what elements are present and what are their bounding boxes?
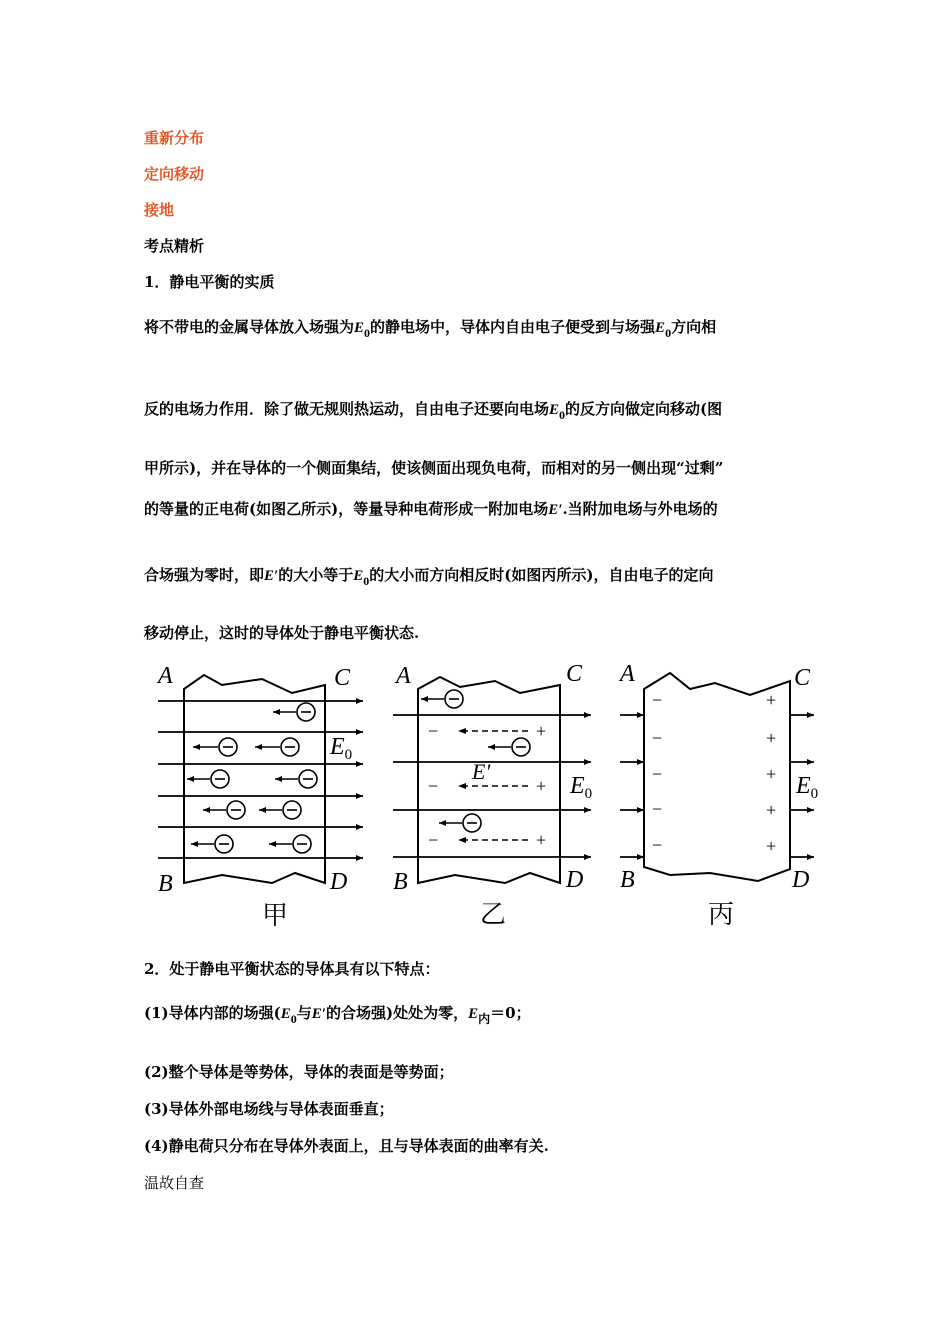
svg-text:−: −	[652, 690, 663, 710]
section1-title: 1．静电平衡的实质	[144, 273, 275, 291]
svg-text:甲: 甲	[262, 901, 289, 930]
section-heading: 考点精析	[144, 237, 205, 255]
svg-text:B: B	[393, 869, 408, 895]
feature-item-2: (2)整个导体是等势体，导体的表面是等势面；	[144, 1063, 454, 1081]
feature-item-4: (4)静电荷只分布在导体外表面上，且与导体表面的曲率有关.	[144, 1137, 549, 1155]
paragraph-line-4: 的等量的正电荷(如图乙所示)，等量导种电荷形成一附加电场E′.当附加电场与外电场的	[144, 500, 718, 518]
paragraph-line-6: 移动停止，这时的导体处于静电平衡状态.	[144, 624, 420, 642]
svg-text:−: −	[652, 835, 663, 855]
svg-text:A: A	[620, 661, 635, 687]
svg-text:E′: E′	[472, 759, 491, 784]
svg-text:+: +	[766, 800, 777, 820]
paragraph-line-3: 甲所示)，并在导体的一个侧面集结，使该侧面出现负电荷，而相对的另一侧出现“过剩”	[144, 459, 724, 477]
svg-text:E0: $E_0$	[330, 734, 353, 763]
svg-text:E0: $E_0$	[796, 773, 819, 802]
svg-text:+: +	[536, 830, 547, 850]
review-heading: 温故自查	[144, 1174, 205, 1192]
paragraph-line-5: 合场强为零时，即E′的大小等于$E_0$的大小而方向相反时(如图丙所示)，自由电子的定向	[144, 566, 714, 588]
electrons-jia	[211, 703, 317, 853]
link-directed-motion[interactable]: 定向移动	[144, 165, 205, 183]
svg-text:+: +	[536, 721, 547, 741]
svg-text:乙: 乙	[480, 900, 507, 929]
svg-text:+: +	[536, 776, 547, 796]
svg-text:B: B	[620, 867, 635, 893]
svg-text:C: C	[794, 665, 811, 691]
feature-item-1: (1)导体内部的场强($E_0$与E′的合场强)处处为零，$E_内=0$；	[144, 1004, 531, 1026]
section2-title: 2．处于静电平衡状态的导体具有以下特点：	[144, 960, 440, 978]
panel-yi	[393, 661, 592, 929]
electrostatic-equilibrium-figure	[150, 655, 830, 935]
panel-jia	[156, 663, 363, 930]
svg-text:E0: $E_0$	[570, 773, 593, 802]
svg-text:+: +	[766, 690, 777, 710]
svg-text:D: D	[566, 867, 584, 893]
svg-text:−: −	[652, 764, 663, 784]
svg-text:+: +	[766, 836, 777, 856]
paragraph-line-2: 反的电场力作用．除了做无规则热运动，自由电子还要向电场$E_0$的反方向做定向移动(图	[144, 400, 723, 422]
svg-text:B: B	[158, 871, 173, 897]
svg-text:D: D	[792, 867, 810, 893]
paragraph-line-1: 将不带电的金属导体放入场强为$E_0$的静电场中，导体内自由电子便受到与场强$E_0$方向相	[144, 318, 717, 340]
svg-text:丙: 丙	[708, 900, 735, 929]
svg-text:C: C	[334, 665, 351, 691]
link-redistribute[interactable]: 重新分布	[144, 129, 205, 147]
feature-item-3: (3)导体外部电场线与导体表面垂直；	[144, 1100, 394, 1118]
svg-text:−: −	[652, 799, 663, 819]
svg-text:D: D	[330, 869, 348, 895]
svg-text:+: +	[766, 728, 777, 748]
svg-text:+: +	[766, 764, 777, 784]
svg-text:A: A	[396, 663, 411, 689]
svg-text:C: C	[566, 661, 583, 687]
svg-text:A: A	[158, 663, 173, 689]
panel-bing	[618, 661, 818, 929]
svg-text:−: −	[652, 728, 663, 748]
svg-text:−: −	[428, 830, 439, 850]
svg-text:−: −	[428, 721, 439, 741]
svg-text:−: −	[428, 776, 439, 796]
link-grounding[interactable]: 接地	[144, 201, 175, 219]
